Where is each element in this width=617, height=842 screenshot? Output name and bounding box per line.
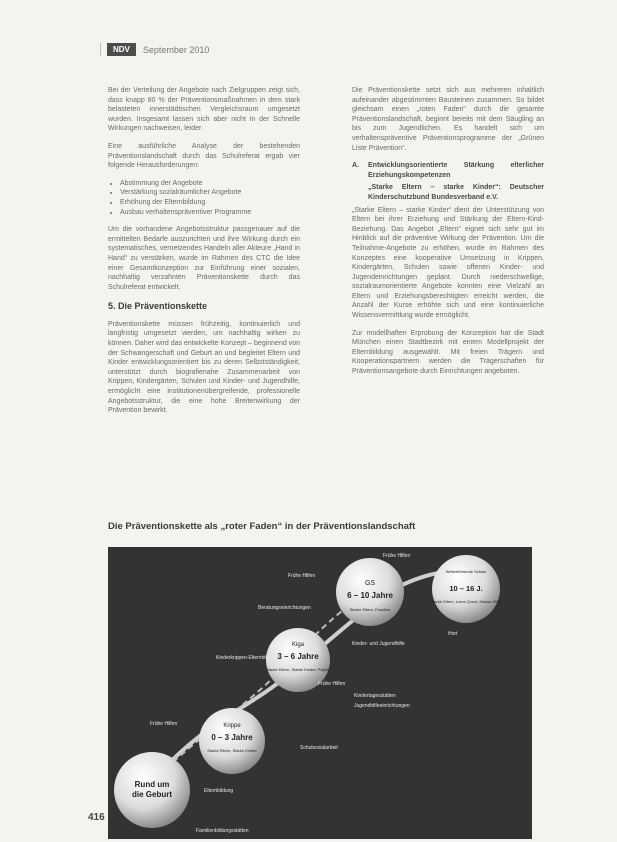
diagram-label: Jugendhilfeeinrichtungen (354, 703, 410, 709)
program-title: „Starke Eltern – starke Kinder“: Deutscher Kinderschutzbund Bundesverband e.V. (368, 184, 544, 201)
section-heading: 5. Die Präventionskette (108, 301, 208, 312)
paragraph: Eine ausführliche Analyse der bestehenden Präventionslandschaft durch das Schulreferat ergab vier folgende Herausforderungen: (108, 142, 300, 170)
subsection-title: Entwicklungsorientierte Stärkung elterlicher Erziehungskompetenzen (368, 162, 544, 179)
list-item: • Ausbau verhaltenspräventiver Programme (120, 208, 300, 218)
circle-label: GS (364, 580, 376, 587)
diagram-label: Familienbildungsstätten (196, 828, 249, 834)
circle-sub: Starke Eltern, Faustlos (349, 607, 391, 612)
diagram-label: Frühe Hilfen (288, 573, 316, 579)
left-column (108, 86, 300, 424)
circle-sub: Starke Eltern, Lions Quest, Klasse 2000 (430, 599, 502, 604)
figure-title: Die Präventionskette als „roter Faden“ in der Präventionslandschaft (108, 521, 416, 532)
diagram-label: Frühe Hilfen (383, 553, 411, 559)
circle-sub: Starke Eltern, Starke Kinder, Papilio (266, 667, 330, 672)
paragraph: Zur modellhaften Erprobung der Konzeption hat die Stadt München einen Stadtbezirk mit einem Modellprojekt der Elternbildung ausgewählt. Mit freien Trägern und Kooperationspartnern werden die Trägerschaften für Präventionsangebote durch Einrichtungen angeboten. (352, 329, 544, 376)
circle-label: Rund um (134, 780, 170, 789)
diagram-label: Schulsozialarbeit (300, 745, 338, 751)
paragraph: Um die vorhandene Angebotsstruktur passgenauer auf die ermittelten Bedarfe auszurichten und ihre Wirkung durch ein systematisches, vernetzendes Handeln aller Akteure „Hand in Hand“ zu verstärken, wurde im Rahmen des CTC die Idee einer Gesamtkonzeption zur Einführung einer sozialen, nachhaltig verzahnten Präventionskette durch das Schulreferat entwickelt. (108, 226, 300, 291)
journal-badge: NDV (107, 43, 136, 56)
paragraph: Präventionskette müssen frühzeitig, kontinuierlich und langfristig umgesetzt werden, um nachhaltig wirken zu können. Daher wird das entwickelte Konzept – beginnend von der Schwangerschaft und Geburt an und begleitet Eltern und Kinder entwicklungsorientiert bis zu deren Selbstständigkeit, unterstützt durch biografienahe Zusammenarbeit von Krippen, Kindergärten, Schulen und Kinder- und Jugendhilfe, ermöglicht eine institutionenübergreifende, professionelle Angebotsstruktur, die eine hohe Breitenwirkung der Prävention bewirkt. (108, 320, 300, 415)
challenge-list (108, 179, 300, 217)
prevention-chain-figure (108, 547, 532, 839)
diagram-label: Kindertagesstätten (354, 693, 396, 699)
diagram-label: Frühe Hilfen (150, 721, 178, 727)
circle-age: 6 – 10 Jahre (347, 591, 393, 600)
page-number: 416 (88, 812, 105, 823)
subsection-heading (352, 161, 544, 180)
header-rule (100, 43, 101, 56)
circle-label: Weiterführende Schule (445, 569, 487, 574)
circle-age: 3 – 6 Jahre (277, 652, 319, 661)
running-header (104, 43, 209, 56)
paragraph: Die Präventionskette setzt sich aus mehreren inhaltlich aufeinander abgestimmten Bausteinen zusammen. So bildet gleichsam einen „roten Faden“ durch die gesamte Präventionslandschaft, beginnt bereits mit dem Säugling an bis zum Jugendlichen. Es handelt sich um verhaltenspräventive Präventionsprogramme der „Grünen Liste Prävention“. (352, 87, 544, 152)
list-item: • Erhöhung der Elternbildung (120, 198, 300, 208)
diagram-label: Frühe Hilfen (318, 681, 346, 687)
diagram-label: Elternbildung (204, 788, 234, 794)
circle-label: Krippe (223, 723, 241, 729)
paragraph: Bei der Verteilung der Angebote nach Zielgruppen zeigt sich, dass knapp 80 % der Präventionsmaßnahmen in dem stark belasteten innerstädtischen Vergleichsraum umgesetzt wurden. Insgesamt lassen sich aber nicht in der Schnelle Wirkungen nachweisen, leider. (108, 87, 300, 133)
issue-date: September 2010 (142, 44, 210, 55)
diagram-label: Kinder- und Jugendhilfe (352, 641, 405, 647)
prevention-chain-diagram (108, 547, 532, 839)
diagram-label: Kinderkrippen-Elternbildung (216, 655, 278, 661)
list-item: • Abstimmung der Angebote (120, 179, 300, 189)
circle-sub: Starke Eltern, Starke Kinder (207, 748, 257, 753)
diagram-label: Hort (448, 631, 458, 637)
list-item: • Verstärkung sozialräumlicher Angebote (120, 188, 300, 198)
right-column (352, 86, 544, 385)
circle-age: 10 – 16 J. (449, 584, 483, 593)
subsection-number: A. (352, 162, 359, 170)
circle-label: die Geburt (131, 790, 173, 799)
paragraph: „Starke Eltern – starke Kinder“ dient der Unterstützung von Eltern bei ihrer Erziehung und Stärkung der Eltern-Kind-Beziehung. Das Angebot „Eltern“ eignet sich sehr gut im Hinblick auf die präventive Wirkung der Prävention. Um die Teilnahme-Angebote zu erhöhen, wurde im Rahmen des Konzeptes eine kooperative Umsetzung in Krippen, Kindergärten, Schulen sowie offenen Kinder- und Jugendeinrichtungen geplant. Durch niederschwellige, sozialraumorientierte Angebote konnten eine Vielzahl an Eltern und Erziehungsberechtigten erreicht werden, die Anzahl der Kurse erhöhte sich und eine kontinuierliche Wissensvermittlung wurde ermöglicht. (352, 206, 544, 320)
diagram-label: Beratungseinrichtungen (258, 605, 311, 611)
circle-age: 0 – 3 Jahre (211, 733, 253, 742)
circle-label: Kiga (291, 642, 305, 648)
